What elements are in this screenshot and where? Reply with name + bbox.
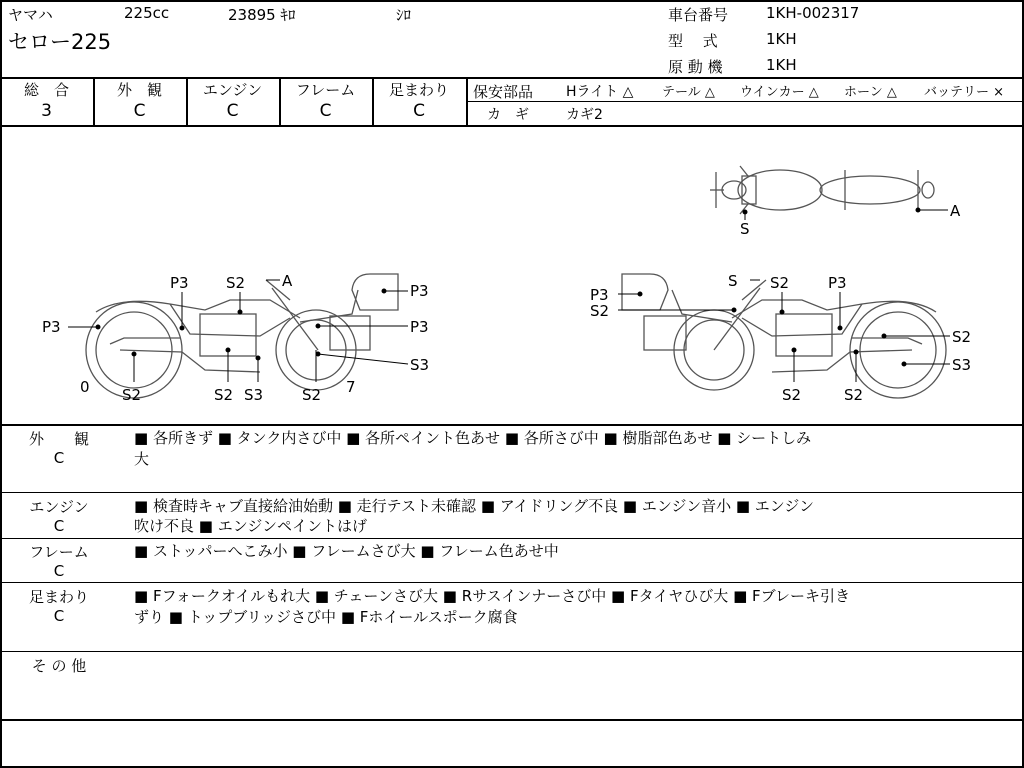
displacement: 225cc (124, 4, 170, 22)
right-p3-top: P3 (828, 274, 847, 292)
frame-no-label: 車台番号 (668, 6, 729, 24)
grade-suspension-label: 足まわり (388, 81, 449, 99)
frame-no: 1KH-002317 (766, 4, 860, 22)
left-p3-front: P3 (42, 318, 61, 336)
safety-label: 保安部品 (473, 83, 534, 101)
divider (0, 582, 1024, 583)
left-s2-a: S2 (122, 386, 142, 404)
divider (0, 424, 1024, 426)
divider (0, 651, 1024, 652)
remark-suspension-label: 足まわり (28, 588, 89, 606)
safety-battery: バッテリー × (924, 85, 1005, 100)
remark-engine-grade: C (53, 517, 65, 535)
mileage: 23895 ｷﾛ (228, 6, 296, 24)
grade-exterior-value: C (133, 101, 146, 121)
safety-winker: ウインカー △ (740, 85, 819, 100)
remark-engine-line-2: 吹け不良 ■ エンジンペイントはげ (134, 517, 367, 535)
body-color: ｼﾛ (396, 6, 412, 24)
left-s3-right: S3 (410, 356, 430, 374)
grade-engine-label: エンジン (202, 81, 263, 99)
right-s2-top: S2 (770, 274, 790, 292)
grade-suspension-value: C (413, 101, 425, 121)
divider (0, 719, 1024, 721)
remark-suspension-grade: C (53, 607, 65, 625)
grade-exterior-label: 外 観 (116, 81, 162, 99)
top-a-label: A (950, 202, 961, 220)
right-p3-box: P3 (590, 286, 609, 304)
left-s2-top: S2 (226, 274, 246, 292)
safety-horn: ホーン △ (844, 85, 897, 100)
type-label: 型 式 (668, 32, 718, 50)
type-value: 1KH (766, 30, 797, 48)
left-p3-rear: P3 (410, 318, 429, 336)
remark-exterior-line-1: ■ 各所きず ■ タンク内さび中 ■ 各所ペイント色あせ ■ 各所さび中 ■ 樹脂部色あせ ■ シートしみ (134, 429, 812, 447)
grade-total-label: 総 合 (23, 81, 69, 99)
grade-frame-value: C (319, 101, 332, 121)
maker-name: ヤマハ (8, 6, 53, 24)
right-s2-a: S2 (782, 386, 802, 404)
damage-diagram (0, 126, 1024, 424)
right-s2-b: S2 (844, 386, 864, 404)
remark-suspension-line-1: ■ Fフォークオイルもれ大 ■ チェーンさび大 ■ Rサスインナーさび中 ■ Fタイヤひび大 ■ Fブレーキ引き (134, 587, 851, 605)
top-s-label: S (740, 220, 750, 238)
left-p3-box: P3 (410, 282, 429, 300)
left-s2-c: S2 (302, 386, 322, 404)
left-s2-b: S2 (214, 386, 234, 404)
remark-frame-grade: C (53, 562, 65, 580)
key-value: カギ2 (566, 107, 603, 123)
remark-frame-line-1: ■ ストッパーへこみ小 ■ フレームさび大 ■ フレーム色あせ中 (134, 542, 559, 560)
remark-frame-label: フレーム (29, 543, 89, 561)
engine-type-value: 1KH (766, 56, 797, 74)
remark-exterior-line-2: 大 (134, 450, 150, 468)
right-s2-left: S2 (590, 302, 610, 320)
remark-exterior-label: 外 観 (28, 430, 89, 448)
remark-engine-line-1: ■ 検査時キャブ直接給油始動 ■ 走行テスト未確認 ■ アイドリング不良 ■ エンジン音小 ■ エンジン (134, 497, 815, 515)
top-view-outline (710, 166, 934, 214)
remark-suspension-line-2: ずり ■ トップブリッジさび中 ■ Fホイールスポーク腐食 (134, 608, 518, 626)
right-s-top: S (728, 272, 738, 290)
grade-engine-value: C (226, 101, 239, 121)
grade-total-value: 3 (41, 101, 52, 121)
divider (0, 538, 1024, 539)
grade-frame-label: フレーム (295, 81, 356, 99)
key-label: カ ギ (487, 107, 529, 123)
safety-headlight: Hライト △ (566, 84, 634, 100)
remark-engine-label: エンジン (29, 498, 89, 516)
remark-exterior-grade: C (53, 449, 65, 467)
divider (467, 101, 1024, 102)
safety-tail: テール △ (662, 85, 715, 100)
divider (0, 492, 1024, 493)
right-s2-right: S2 (952, 328, 972, 346)
engine-type-label: 原 動 機 (668, 58, 723, 76)
left-zero: 0 (80, 378, 90, 396)
model-name: セロー225 (8, 30, 112, 54)
left-s3-bottom: S3 (244, 386, 264, 404)
left-seven: 7 (346, 378, 356, 396)
right-s3-right: S3 (952, 356, 972, 374)
remark-other-label: そ の 他 (31, 657, 87, 675)
left-p3-side: P3 (170, 274, 189, 292)
left-a-top: A (282, 272, 293, 290)
